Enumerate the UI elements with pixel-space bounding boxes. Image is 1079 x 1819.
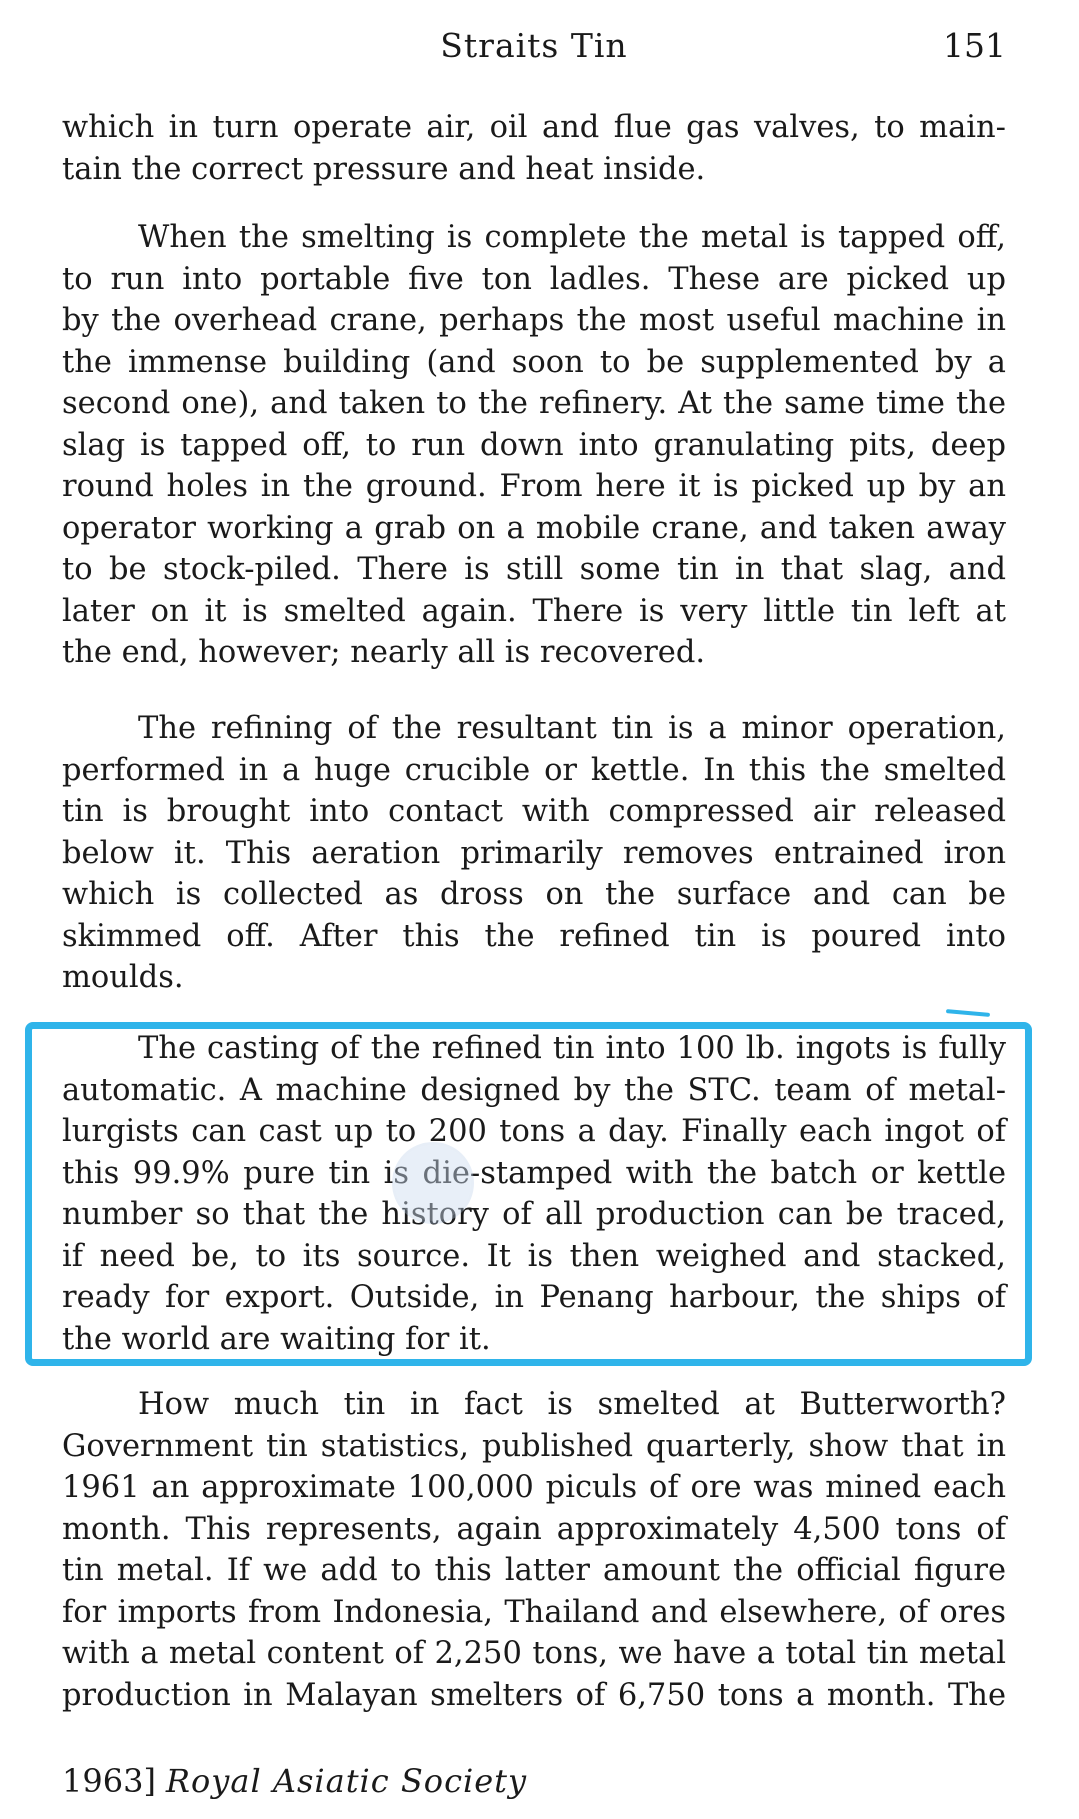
text-line: if need be, to its source. It is then weighed and stacked, — [62, 1238, 1006, 1274]
text-line: the immense building (and soon to be supplemented by a — [62, 344, 1006, 380]
text-line: this 99.9% pure tin is die-stamped with the batch or kettle — [62, 1155, 1006, 1191]
text-line: second one), and taken to the refinery. At the same time the — [62, 386, 1006, 421]
text-line: moulds. — [62, 960, 184, 995]
text-line: The casting of the refined tin into 100 lb. ingots is fully — [138, 1031, 1006, 1066]
running-title: Straits Tin — [440, 26, 628, 65]
text-line: below it. This aeration primarily removes entrained iron — [62, 835, 1006, 871]
text-line: with a metal content of 2,250 tons, we have a total tin metal — [62, 1636, 1006, 1671]
footer-journal: Royal Asiatic Society — [165, 1762, 528, 1800]
text-line: operator working a grab on a mobile crane, and taken away — [62, 510, 1006, 546]
text-line: tin is brought into contact with compressed air released — [62, 794, 1006, 829]
text-line: to run into portable five ton ladles. These are picked up — [62, 261, 1006, 297]
text-line: which is collected as dross on the surface and can be — [62, 877, 1006, 912]
text-line: Government tin statistics, published quarterly, show that in — [62, 1428, 1006, 1464]
text-line: tain the correct pressure and heat inside. — [62, 151, 706, 187]
text-line: ready for export. Outside, in Penang harbour, the ships of — [62, 1280, 1006, 1315]
text-line: lurgists can cast up to 200 tons a day. Finally each ingot of — [62, 1114, 1006, 1149]
text-line: The refining of the resultant tin is a minor operation, — [138, 711, 1006, 746]
text-line: for imports from Indonesia, Thailand and elsewhere, of ores — [62, 1594, 1006, 1630]
text-line: number so that the history of all production can be traced, — [62, 1197, 1006, 1232]
page-footer — [62, 1762, 527, 1800]
text-line: When the smelting is complete the metal is tapped off, — [138, 220, 1006, 255]
text-line: month. This represents, again approximately 4,500 tons of — [62, 1511, 1006, 1547]
text-line: by the overhead crane, perhaps the most useful machine in — [62, 303, 1006, 338]
touch-indicator — [395, 1145, 471, 1221]
text-line: to be stock-piled. There is still some tin in that slag, and — [62, 552, 1006, 587]
page-number: 151 — [943, 26, 1006, 65]
text-line: tin metal. If we add to this latter amount the official figure — [62, 1553, 1006, 1588]
paragraph-3 — [62, 708, 1006, 999]
selection-handle[interactable] — [946, 1009, 990, 1017]
text-line: round holes in the ground. From here it is picked up by an — [62, 469, 1006, 504]
text-line: the world are waiting for it. — [62, 1321, 491, 1357]
text-line: which in turn operate air, oil and flue gas valves, to main- — [62, 110, 1006, 145]
text-line: automatic. A machine designed by the STC. team of metal- — [62, 1072, 1006, 1108]
paragraph-5 — [62, 1384, 1006, 1716]
text-line: skimmed off. After this the refined tin is poured into — [62, 918, 1006, 954]
running-header — [62, 26, 1006, 66]
text-line: How much tin in fact is smelted at Butterworth? — [138, 1387, 1006, 1422]
paragraph-4-highlighted[interactable] — [62, 1028, 1006, 1360]
paragraph-1 — [62, 107, 1006, 190]
text-line: the end, however; nearly all is recovered. — [62, 635, 706, 670]
footer-year: 1963] — [62, 1762, 156, 1800]
text-line: 1961 an approximate 100,000 piculs of ore was mined each — [62, 1470, 1006, 1505]
paragraph-2 — [62, 217, 1006, 674]
text-line: production in Malayan smelters of 6,750 tons a month. The — [62, 1677, 1006, 1713]
text-line: slag is tapped off, to run down into granulating pits, deep — [62, 427, 1006, 463]
text-line: performed in a huge crucible or kettle. In this the smelted — [62, 752, 1006, 788]
text-line: later on it is smelted again. There is very little tin left at — [62, 593, 1006, 629]
